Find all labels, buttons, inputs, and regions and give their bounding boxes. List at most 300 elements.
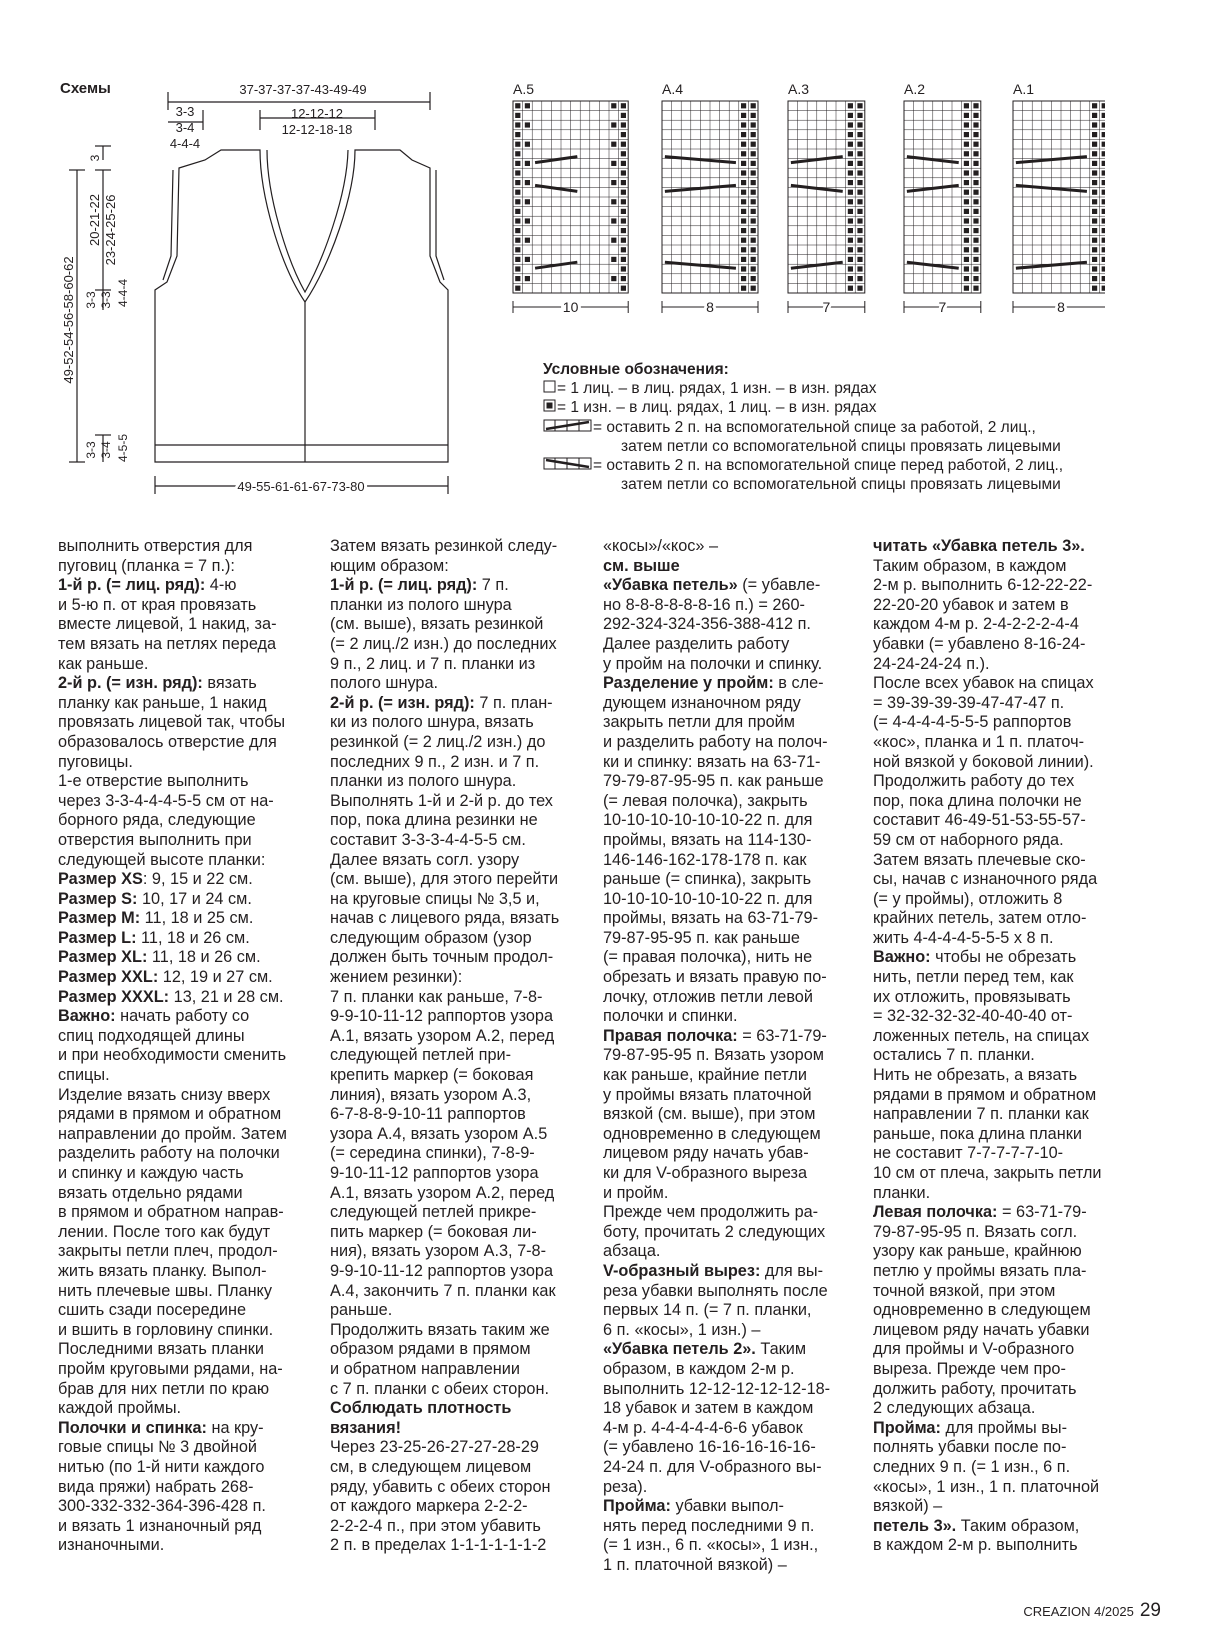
purl-stitch [515, 199, 520, 204]
text-line: выполнить отверстия для [58, 537, 253, 555]
text-line: 9-9-10-11-12 раппортов узора [330, 1261, 554, 1280]
purl-stitch [857, 190, 862, 195]
purl-stitch [621, 257, 626, 262]
text-line: вязкой) – [873, 1497, 943, 1516]
purl-stitch [621, 103, 626, 108]
text-line [330, 576, 590, 596]
text-line: через 3-3-4-4-4-5-5 см от на- [58, 791, 274, 810]
text-line: жением резинки): [330, 968, 463, 987]
purl-stitch [611, 180, 616, 185]
text-line [58, 674, 318, 694]
purl-stitch [751, 142, 756, 147]
text-line: и 5-ю п. от края провязать [58, 595, 257, 614]
text-line: раньше. [330, 1301, 393, 1320]
purl-stitch [525, 238, 530, 243]
purl-stitch [621, 151, 626, 156]
cable-front-icon [543, 456, 593, 475]
bold-heading: Размер XL: [58, 948, 148, 967]
text-line: «косы»/«кос» – [603, 537, 719, 555]
purl-stitch [741, 286, 746, 291]
purl-stitch [848, 228, 853, 233]
text-line: и вязать 1 изнаночный ряд [58, 1516, 262, 1535]
text-line: 9-10-11-12 раппортов узора [330, 1164, 539, 1182]
text-line: (= середина спинки), 7-8-9- [330, 1144, 535, 1163]
text-line: 2-м р. выполнить 6-12-22-22- [873, 576, 1093, 595]
line-text: для проймы вы- [940, 1418, 1067, 1437]
text-line: Затем вязать плечевые ско- [873, 850, 1086, 869]
text-line [873, 1419, 1148, 1439]
text-line: После всех убавок на спицах [873, 674, 1094, 693]
purl-stitch [857, 103, 862, 108]
purl-stitch [1092, 151, 1097, 156]
purl-stitch [515, 209, 520, 214]
text-line: планки из полого шнура. [330, 772, 517, 791]
text-line: 300-332-332-364-396-428 п. [58, 1497, 266, 1516]
purl-stitch [857, 113, 862, 118]
purl-stitch [964, 228, 969, 233]
text-line: в каждом 2-м р. выполнить [873, 1536, 1078, 1555]
purl-stitch [741, 247, 746, 252]
purl-stitch [964, 238, 969, 243]
text-line: 1 п. платочной вязкой) – [603, 1555, 787, 1574]
text-line: крепить маркер (= боковая [330, 1066, 534, 1085]
text-line: вязкой (см. выше), при этом [603, 1105, 816, 1124]
text-line: ки и спинку: вязать на 63-71- [603, 752, 821, 771]
rib-a-label: 3-3 [84, 441, 98, 459]
purl-stitch [973, 247, 978, 252]
text-line: каждом 4-м р. 2-4-2-2-2-4-4 [873, 615, 1079, 634]
side-a-label: 3-3 [84, 291, 98, 309]
text-line [603, 1340, 863, 1360]
text-line: следующей петлей прикре- [330, 1203, 537, 1222]
purl-stitch [1102, 180, 1105, 185]
purl-stitch [848, 132, 853, 137]
purl-stitch [973, 286, 978, 291]
purl-stitch [751, 257, 756, 262]
purl-stitch [964, 170, 969, 175]
line-text: 11, 18 и 26 см. [147, 948, 261, 967]
line-text: = 63-71-79- [997, 1203, 1087, 1222]
text-line [603, 576, 863, 596]
text-line [58, 1007, 318, 1027]
text-line: говые спицы № 3 двойной [58, 1438, 257, 1457]
text-line: см, в следующем лицевом [330, 1457, 532, 1476]
purl-stitch [525, 199, 530, 204]
text-line [873, 537, 1148, 557]
text-line: 7 п. планки как раньше, 7-8- [330, 987, 543, 1006]
purl-stitch [611, 276, 616, 281]
purl-stitch [621, 286, 626, 291]
text-line: как раньше. [58, 654, 149, 673]
text-line: узору как раньше, крайнюю [873, 1242, 1082, 1261]
cable-back-icon [543, 418, 593, 437]
knit-square-icon [543, 379, 557, 398]
purl-stitch [1102, 170, 1105, 175]
text-line [603, 557, 863, 577]
text-line [330, 694, 590, 714]
bold-heading: Размер M: [58, 909, 141, 928]
text-line: выполнить 12-12-12-12-12-18- [603, 1379, 831, 1398]
text-line: (= левая полочка), закрыть [603, 791, 808, 810]
text-line: планки. [873, 1183, 931, 1202]
text-line: последних 9 п., 2 изн. и 7 п. [330, 752, 540, 771]
purl-stitch [848, 113, 853, 118]
purl-stitch [621, 276, 626, 281]
legend-row-cable-front [543, 456, 1063, 475]
purl-stitch [751, 161, 756, 166]
purl-stitch [611, 218, 616, 223]
purl-stitch [857, 142, 862, 147]
purl-stitch [973, 218, 978, 223]
text-line: пить маркер (= боковая ли- [330, 1222, 537, 1241]
text-line: следних 9 п. (= 1 изн., 6 п. [873, 1457, 1071, 1476]
text-line: ной вязкой у боковой линии). [873, 752, 1094, 771]
purl-stitch [1102, 209, 1105, 214]
purl-stitch [515, 247, 520, 252]
text-line: 4-м р. 4-4-4-4-4-6-6 убавок [603, 1418, 803, 1437]
purl-stitch [1092, 257, 1097, 262]
text-line: планку как раньше, 1 накид [58, 693, 267, 712]
chart-width-label: 7 [938, 299, 947, 315]
text-line: абзаца. [603, 1242, 661, 1261]
purl-stitch [525, 257, 530, 262]
purl-stitch [751, 199, 756, 204]
purl-stitch [751, 228, 756, 233]
purl-stitch [621, 170, 626, 175]
line-text: в сле- [773, 674, 824, 693]
purl-stitch [751, 286, 756, 291]
purl-stitch [1102, 238, 1105, 243]
text-line: пуговиц (планка = 7 п.): [58, 556, 235, 575]
neck-a-label: 12-12-12 [290, 106, 344, 121]
purl-stitch [1102, 122, 1105, 127]
text-line [58, 968, 318, 988]
purl-stitch [848, 122, 853, 127]
purl-stitch [1092, 180, 1097, 185]
purl-stitch [515, 228, 520, 233]
purl-stitch [741, 161, 746, 166]
purl-stitch [741, 276, 746, 281]
text-line: 6 п. «косы», 1 изн.) – [603, 1320, 761, 1339]
purl-stitch [857, 266, 862, 271]
purl-stitch [515, 218, 520, 223]
page-number: 29 [1139, 1600, 1161, 1621]
vest-schematic [55, 80, 465, 500]
text-line: 2-2-2-4 п., при этом убавить [330, 1516, 541, 1535]
text-line: 79-87-95-95 п. Вязать согл. [873, 1222, 1078, 1241]
purl-stitch [621, 122, 626, 127]
purl-stitch [1102, 218, 1105, 223]
text-line: ряду, убавить с обеих сторон [330, 1477, 551, 1496]
bold-heading: Размер XS [58, 870, 143, 889]
purl-stitch [973, 151, 978, 156]
text-line: отверстия выполнить при [58, 830, 252, 849]
purl-stitch [1092, 228, 1097, 233]
bold-heading: Разделение у пройм: [603, 674, 774, 693]
purl-stitch [741, 151, 746, 156]
text-line: «косы», 1 изн., 1 п. платочной [873, 1477, 1100, 1496]
purl-stitch [751, 266, 756, 271]
text-line: 24-24 п. для V-образного вы- [603, 1457, 822, 1476]
purl-stitch [1102, 199, 1105, 204]
purl-stitch [751, 103, 756, 108]
text-line: лицевом ряду начать убав- [603, 1144, 809, 1163]
purl-stitch [1092, 113, 1097, 118]
neck-b-label: 12-12-18-18 [281, 122, 353, 137]
text-column-3 [603, 537, 863, 1575]
text-line: одновременно в следующем [603, 1124, 821, 1143]
text-line [58, 929, 318, 949]
purl-stitch [621, 209, 626, 214]
text-line: лицевом ряду начать убавки [873, 1320, 1090, 1339]
text-line: = 39-39-39-39-47-47-47 п. [873, 693, 1065, 712]
purl-stitch [751, 113, 756, 118]
text-line: у проймы вязать платочной [603, 1085, 812, 1104]
text-line: (см. выше), для этого перейти [330, 870, 559, 889]
bold-heading: 1-й р. (= лиц. ряд): [330, 576, 478, 595]
purl-stitch [741, 199, 746, 204]
arm-top-label: 3 [88, 154, 102, 162]
purl-stitch [515, 286, 520, 291]
text-line: Изделие вязать снизу вверх [58, 1085, 271, 1104]
purl-stitch [515, 170, 520, 175]
purl-stitch [964, 151, 969, 156]
text-line: (= убавлено 16-16-16-16-16- [603, 1438, 816, 1457]
purl-stitch [751, 151, 756, 156]
text-line: одновременно в следующем [873, 1301, 1091, 1320]
purl-stitch [611, 122, 616, 127]
text-line: их отложить, провязывать [873, 987, 1071, 1006]
purl-stitch [741, 190, 746, 195]
purl-stitch [973, 103, 978, 108]
purl-stitch [621, 199, 626, 204]
bold-heading: Размер L: [58, 928, 137, 947]
purl-stitch [525, 218, 530, 223]
text-line: спицы. [58, 1066, 110, 1085]
chart-label: A.3 [788, 81, 810, 97]
text-line: направлении 7 п. планки как [873, 1105, 1089, 1124]
purl-stitch [973, 209, 978, 214]
purl-stitch [515, 276, 520, 281]
purl-stitch [973, 190, 978, 195]
text-line: 79-87-95-95 п. как раньше [603, 928, 800, 947]
text-line: (= у проймы), отложить 8 [873, 889, 1063, 908]
text-line: образом, в каждом 2-м р. [603, 1359, 795, 1378]
line-text: 7 п. [477, 576, 509, 595]
text-line: Прежде чем продолжить ра- [603, 1203, 819, 1222]
purl-stitch [973, 238, 978, 243]
purl-stitch [751, 209, 756, 214]
text-line: и пройм. [603, 1183, 669, 1202]
purl-stitch [1092, 286, 1097, 291]
line-text: начать работу со [115, 1007, 250, 1026]
purl-stitch [964, 257, 969, 262]
text-column-2 [330, 537, 590, 1556]
purl-stitch [973, 266, 978, 271]
line-text: : 9, 15 и 22 см. [142, 870, 253, 889]
purl-stitch [973, 257, 978, 262]
text-line: закрыть петли для пройм [603, 713, 795, 732]
purl-stitch [857, 276, 862, 281]
purl-stitch [848, 190, 853, 195]
purl-stitch [1102, 228, 1105, 233]
bold-heading: Размер S: [58, 889, 138, 908]
legend-cable-front-text: = оставить 2 п. на вспомогательной спице перед работой, 2 лиц., [593, 457, 1064, 475]
purl-stitch [964, 142, 969, 147]
legend-cable-front-text-2: затем петли со вспомогательной спицы провязать лицевыми [621, 476, 1061, 494]
text-line: закрыты петли плеч, продол- [58, 1242, 278, 1261]
arm-depth-a-label: 20-21-22 [87, 193, 102, 247]
purl-stitch [973, 276, 978, 281]
text-line: реза). [603, 1477, 648, 1496]
purl-stitch [525, 161, 530, 166]
text-line: борного ряда, следующие [58, 811, 256, 830]
text-line: и при необходимости сменить [58, 1046, 287, 1065]
purl-stitch [751, 238, 756, 243]
purl-stitch [741, 170, 746, 175]
text-line: Далее разделить работу [603, 634, 790, 653]
bold-heading: 1-й р. (= лиц. ряд): [58, 576, 206, 595]
purl-stitch [857, 170, 862, 175]
purl-stitch [611, 257, 616, 262]
text-line [873, 1203, 1148, 1223]
text-line: от каждого маркера 2-2-2- [330, 1497, 528, 1516]
bold-heading: Левая полочка: [873, 1203, 998, 1222]
bold-heading: «Убавка петель 2». [603, 1340, 756, 1359]
text-line [873, 1517, 1148, 1537]
text-line [603, 1027, 863, 1047]
text-line: лочку, отложив петли левой [603, 987, 813, 1006]
purl-stitch [621, 180, 626, 185]
text-line: Таким образом, в каждом [873, 556, 1067, 575]
purl-stitch [751, 180, 756, 185]
purl-stitch [857, 161, 862, 166]
text-line: следующей петлей при- [330, 1046, 512, 1065]
text-line: разделить работу на полочки [58, 1144, 280, 1163]
purl-stitch [741, 113, 746, 118]
purl-stitch [751, 170, 756, 175]
purl-stitch [515, 142, 520, 147]
purl-stitch [964, 122, 969, 127]
text-line [330, 1399, 590, 1419]
text-line: рядами в прямом и обратном [873, 1085, 1097, 1104]
text-line: (= правая полочка), нить не [603, 948, 813, 967]
purl-stitch [741, 228, 746, 233]
text-line: (= 4-4-4-4-5-5-5 раппортов [873, 713, 1072, 732]
text-line: (= 1 изн., 6 п. «косы», 1 изн., [603, 1536, 819, 1555]
text-line: рядами в прямом и обратном [58, 1105, 282, 1124]
chart-width-label: 10 [562, 299, 579, 315]
purl-stitch [964, 161, 969, 166]
chart-width-label: 7 [822, 299, 831, 315]
purl-stitch [1092, 266, 1097, 271]
line-text: 4-ю [205, 576, 237, 595]
bold-heading: Пройма: [603, 1497, 671, 1516]
text-line [58, 870, 318, 890]
line-text: Таким [755, 1340, 807, 1359]
text-line [58, 948, 318, 968]
purl-stitch [1092, 142, 1097, 147]
text-line: вместе лицевой, 1 накид, за- [58, 615, 277, 634]
purl-stitch [741, 238, 746, 243]
bold-heading: читать «Убавка петель 3». [873, 537, 1085, 555]
legend-row-purl [543, 398, 1063, 417]
text-line: 292-324-324-356-388-412 п. [603, 615, 811, 634]
text-line: не составит 7-7-7-7-7-10- [873, 1144, 1064, 1163]
legend-row-cable-back [543, 418, 1063, 437]
purl-stitch [621, 266, 626, 271]
chart-label: A.1 [1013, 81, 1035, 97]
text-line: нить плечевые швы. Планку [58, 1281, 273, 1300]
text-line: каждой проймы. [58, 1399, 182, 1418]
purl-stitch [1092, 122, 1097, 127]
text-line [58, 909, 318, 929]
purl-stitch [621, 161, 626, 166]
line-text: 12, 19 и 27 см. [158, 968, 273, 987]
purl-stitch [1102, 286, 1105, 291]
purl-stitch [525, 103, 530, 108]
text-line: пройм круговыми рядами, на- [58, 1359, 283, 1378]
purl-stitch [973, 142, 978, 147]
legend-knit-text: = 1 лиц. – в лиц. рядах, 1 изн. – в изн. рядах [557, 380, 877, 398]
text-line: образом рядами в прямом [330, 1340, 531, 1359]
purl-stitch [751, 247, 756, 252]
text-line: и разделить работу на полоч- [603, 732, 828, 751]
text-line: ющим образом: [330, 556, 449, 575]
text-line: полого шнура. [330, 674, 439, 693]
purl-stitch [848, 151, 853, 156]
text-line [58, 576, 318, 596]
text-line: A.4, закончить 7 п. планки как [330, 1281, 556, 1300]
purl-stitch [857, 238, 862, 243]
purl-stitch [1102, 142, 1105, 147]
text-column-1 [58, 537, 318, 1556]
purl-stitch [1102, 266, 1105, 271]
text-line: 24-24-24-24 п.). [873, 654, 990, 673]
text-line: Продолжить работу до тех [873, 772, 1075, 791]
legend-cable-back-text-2: затем петли со вспомогательной спицы провязать лицевыми [621, 437, 1061, 455]
purl-stitch [621, 190, 626, 195]
text-line: направлении до пройм. Затем [58, 1124, 287, 1143]
purl-stitch [973, 161, 978, 166]
purl-stitch [973, 170, 978, 175]
text-line: составит 46-49-51-53-55-57- [873, 811, 1086, 830]
line-text: 10, 17 и 24 см. [137, 889, 252, 908]
purl-stitch [515, 151, 520, 156]
text-line: обрезать и вязать правую по- [603, 968, 827, 987]
legend-purl-text: = 1 изн. – в лиц. рядах, 1 лиц. – в изн. рядах [557, 399, 877, 417]
text-line: вида пряжи) набрать 268- [58, 1477, 254, 1496]
line-text: = 63-71-79- [737, 1026, 827, 1045]
purl-stitch [857, 199, 862, 204]
purl-stitch [964, 190, 969, 195]
purl-stitch [1092, 276, 1097, 281]
purl-stitch [1102, 151, 1105, 156]
text-line: петлю у проймы вязать пла- [873, 1261, 1087, 1280]
purl-stitch [964, 266, 969, 271]
purl-stitch [1102, 161, 1105, 166]
text-line: Выполнять 1-й и 2-й р. до тех [330, 791, 553, 810]
purl-stitch [964, 247, 969, 252]
shoulder-c-label: 4-4-4 [169, 136, 201, 151]
purl-stitch [857, 122, 862, 127]
text-line: пор, пока длина полочки не [873, 791, 1082, 810]
text-line [873, 948, 1148, 968]
text-line: сшить сзади посередине [58, 1301, 246, 1320]
chart-label: A.5 [513, 81, 535, 97]
text-line: 10-10-10-10-10-10-22 п. для [603, 889, 813, 908]
purl-stitch [741, 257, 746, 262]
